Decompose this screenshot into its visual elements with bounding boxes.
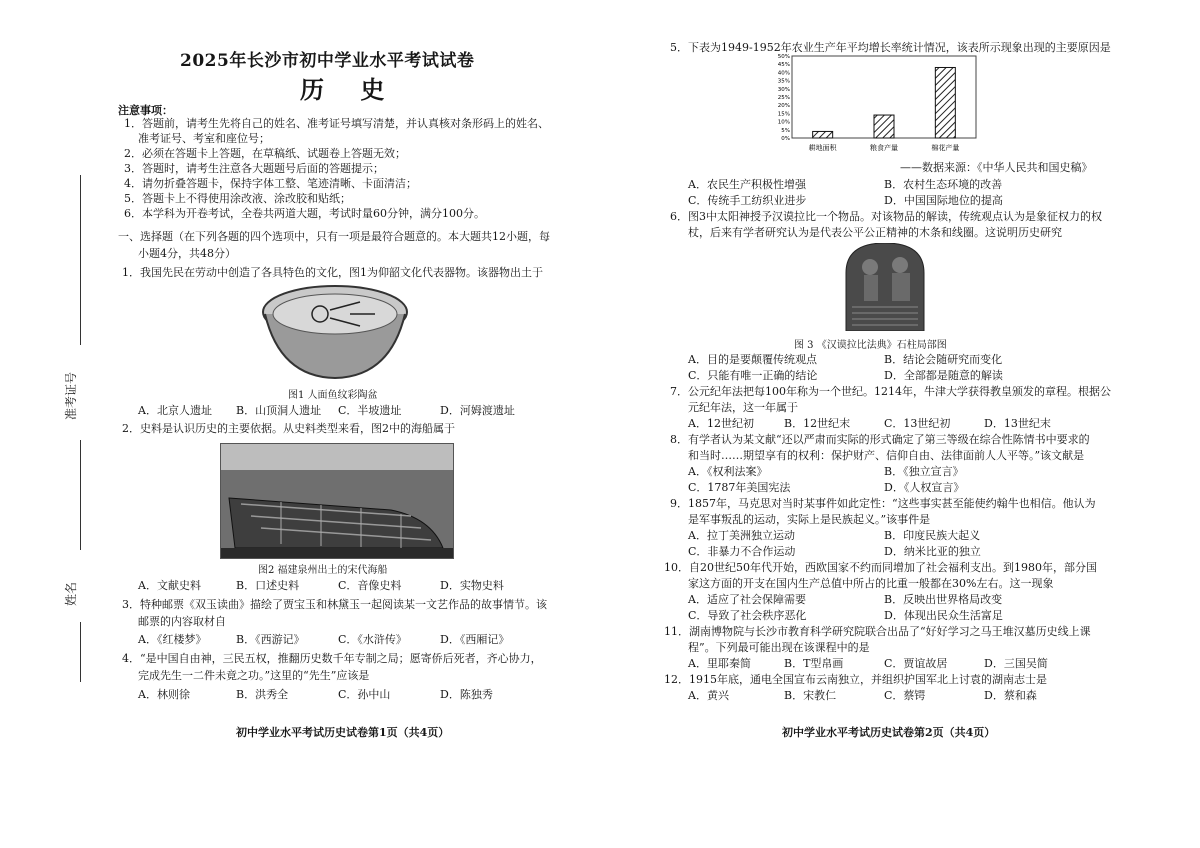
q6-stem-cont: 杖，后来有学者研究认为是代表公平公正精神的木条和线圈。这说明历史研究 (688, 226, 1062, 239)
q9-option-c: C．非暴力不合作运动 (688, 545, 796, 558)
q2-option-c: C．音像史料 (338, 579, 402, 592)
q6-option-c: C．只能有唯一正确的结论 (688, 369, 818, 382)
q10-stem: 10．自20世纪50年代开始，西欧国家不约而同增加了社会福利支出。到1980年，部分国 (664, 561, 1097, 574)
name-label: 姓名 (64, 581, 78, 606)
notes-item: 3．答题时，请考生注意各大题题号后面的答题提示； (124, 162, 384, 175)
y-tick-label: 15% (777, 111, 790, 118)
y-tick-label: 50% (777, 54, 790, 60)
q7-option-a: A．12世纪初 (688, 417, 754, 430)
q11-option-c: C．贾谊故居 (884, 657, 948, 670)
q10-option-c: C．导致了社会秩序恶化 (688, 609, 807, 622)
q9-stem-cont: 是军事叛乱的运动，实际上是民族起义。”该事件是 (688, 513, 931, 526)
q5-stem: 5．下表为1949-1952年农业生产年平均增长率统计情况，该表所示现象出现的主要原因是 (670, 41, 1111, 54)
y-tick-label: 10% (777, 119, 790, 126)
q12-option-d: D．蔡和森 (984, 689, 1037, 702)
q12-option-b: B．宋教仁 (784, 689, 837, 702)
q9-option-d: D．纳米比亚的独立 (884, 545, 981, 558)
q3-option-b: B．《西游记》 (236, 633, 305, 646)
q10-option-b: B．反映出世界格局改变 (884, 593, 1003, 606)
q8-stem: 8．有学者认为某文献“还以严肃而实际的形式确定了第三等级在综合性陈情书中要求的 (670, 433, 1090, 446)
exam-no-label: 准考证号 (64, 371, 78, 420)
q6-option-d: D．全部都是随意的解读 (884, 369, 1003, 382)
q8-option-d: D．《人权宣言》 (884, 481, 965, 494)
bar-1 (813, 131, 833, 138)
q4-option-a: A．林则徐 (138, 688, 190, 701)
q4-option-d: D．陈独秀 (440, 688, 493, 701)
q8-option-c: C．1787年美国宪法 (688, 481, 791, 494)
q2-figure-song-ship (220, 443, 454, 559)
section-heading: 一、选择题（在下列各题的四个选项中，只有一项是最符合题意的。本大题共12小题，每 (118, 230, 550, 243)
bar-3 (935, 67, 955, 138)
q6-caption: 图 3 《汉谟拉比法典》石柱局部图 (794, 340, 947, 351)
q6-figure-hammurabi-stele (840, 243, 930, 331)
q11-option-d: D．三国吴简 (984, 657, 1048, 670)
category-label: 棉花产量 (931, 144, 960, 152)
y-tick-label: 45% (777, 62, 790, 69)
q8-option-b: B．《独立宣言》 (884, 465, 964, 478)
q11-option-a: A．里耶秦简 (688, 657, 751, 670)
q9-stem: 9．1857年，马克思对当时某事件如此定性：“这些事实甚至能使约翰牛也相信。他认为 (670, 497, 1096, 510)
q10-stem-cont: 家这方面的开支在国内生产总值中所占的比重一般都在30%左右。这一现象 (688, 577, 1054, 590)
q7-stem: 7．公元纪年法把每100年称为一个世纪。1214年，牛津大学获得教皇颁发的章程。根据公 (670, 385, 1111, 398)
notes-heading: 注意事项： (118, 104, 173, 117)
q2-caption: 图2 福建泉州出土的宋代海船 (258, 565, 388, 576)
y-tick-label: 35% (777, 78, 790, 85)
q11-option-b: B．T型帛画 (784, 657, 844, 670)
bar-2 (874, 115, 894, 138)
q3-option-c: C．《水浒传》 (338, 633, 407, 646)
y-tick-label: 30% (777, 86, 790, 93)
q12-stem: 12．1915年底，通电全国宣布云南独立，并组织护国军北上讨袁的湖南志士是 (664, 673, 1047, 686)
q1-stem: 1．我国先民在劳动中创造了各具特色的文化，图1为仰韶文化代表器物。该器物出土于 (122, 266, 543, 279)
margin-line-top (80, 175, 81, 345)
q1-caption: 图1 人面鱼纹彩陶盆 (288, 390, 378, 401)
q12-option-a: A．黄兴 (688, 689, 729, 702)
y-tick-label: 25% (777, 95, 790, 101)
q8-stem-cont: 和当时……期望享有的权利：保护财产、信仰自由、法律面前人人平等。”该文献是 (688, 449, 1085, 462)
notes-item: 准考证号、考室和座位号； (138, 132, 270, 145)
q2-stem: 2．史料是认识历史的主要依据。从史料类型来看，图2中的海船属于 (122, 422, 455, 435)
q5-option-b: B．农村生态环境的改善 (884, 178, 1003, 191)
notes-item: 4．请勿折叠答题卡，保持字体工整、笔迹清晰、卡面清洁； (124, 177, 417, 190)
q10-option-d: D．体现出民众生活富足 (884, 609, 1003, 622)
q7-stem-cont: 元纪年法，这一年属于 (688, 401, 798, 414)
q6-option-b: B．结论会随研究而变化 (884, 353, 1003, 366)
notes-item: 5．答题卡上不得使用涂改液、涂改胶和贴纸； (124, 192, 351, 205)
footer-page-2: 初中学业水平考试历史试卷第2页（共4页） (782, 726, 996, 739)
margin-line-middle (80, 440, 81, 550)
category-label: 粮食产量 (870, 144, 898, 152)
q1-option-c: C．半坡遗址 (338, 404, 402, 417)
q2-option-a: A．文献史料 (138, 579, 201, 592)
notes-item: 1．答题前，请考生先将自己的姓名、准考证号填写清楚，并认真核对条形码上的姓名、 (124, 117, 549, 130)
q5-option-c: C．传统手工纺织业进步 (688, 194, 807, 207)
q3-option-a: A．《红楼梦》 (138, 633, 207, 646)
y-tick-label: 5% (781, 127, 790, 134)
exam-title: 2025年长沙市初中学业水平考试试卷 (180, 51, 475, 71)
notes-item: 2．必须在答题卡上答题，在草稿纸、试题卷上答题无效； (124, 147, 406, 160)
q1-option-a: A．北京人遗址 (138, 404, 212, 417)
q9-option-b: B．印度民族大起义 (884, 529, 981, 542)
q4-stem: 4．“是中国自由神，三民五权，推翻历史数千年专制之局；愿寄侨后死者，齐心协力， (122, 652, 542, 665)
q5-option-d: D．中国国际地位的提高 (884, 194, 1003, 207)
q5-option-a: A．农民生产积极性增强 (688, 178, 806, 191)
q2-option-d: D．实物史料 (440, 579, 504, 592)
q7-option-d: D．13世纪末 (984, 417, 1051, 430)
q2-option-b: B．口述史料 (236, 579, 300, 592)
q5-source: ——数据来源：《中华人民共和国史稿》 (900, 161, 1093, 174)
q3-stem: 3．特种邮票《双玉读曲》描绘了贾宝玉和林黛玉一起阅读某一文艺作品的故事情节。该 (122, 598, 547, 611)
q9-option-a: A．拉丁美洲独立运动 (688, 529, 795, 542)
q11-stem: 11．湖南博物院与长沙市教育科学研究院联合出品了“好好学习之马王堆汉墓历史线上课 (664, 625, 1091, 638)
q3-stem-cont: 邮票的内容取材自 (138, 615, 226, 628)
q6-option-a: A．目的是要颠覆传统观点 (688, 353, 817, 366)
q6-stem: 6．图3中太阳神授予汉谟拉比一个物品。对该物品的解读，传统观点认为是象征权力的权 (670, 210, 1102, 223)
q3-option-d: D．《西厢记》 (440, 633, 510, 646)
notes-item: 6．本学科为开卷考试，全卷共两道大题，考试时量60分钟，满分100分。 (124, 207, 485, 220)
y-tick-label: 20% (777, 103, 790, 110)
category-label: 耕地面积 (808, 144, 837, 152)
q7-option-c: C．13世纪初 (884, 417, 951, 430)
q7-option-b: B．12世纪末 (784, 417, 851, 430)
q10-option-a: A．适应了社会保障需要 (688, 593, 806, 606)
footer-page-1: 初中学业水平考试历史试卷第1页（共4页） (236, 726, 450, 739)
q11-stem-cont: 程”。下列最可能出现在该课程中的是 (688, 641, 870, 654)
q4-stem-cont: 完成先生一二件未竟之功。”这里的“先生”应该是 (138, 669, 370, 682)
margin-line-bottom (80, 622, 81, 682)
q1-figure-painted-basin (260, 282, 410, 382)
q12-option-c: C．蔡锷 (884, 689, 926, 702)
q5-bar-chart (768, 54, 978, 158)
subject-title: 历 史 (300, 75, 399, 104)
q1-option-b: B．山顶洞人遗址 (236, 404, 322, 417)
y-tick-label: 0% (781, 136, 790, 142)
y-tick-label: 40% (777, 70, 790, 77)
q8-option-a: A．《权利法案》 (688, 465, 768, 478)
q4-option-b: B．洪秀全 (236, 688, 289, 701)
q4-option-c: C．孙中山 (338, 688, 391, 701)
q1-option-d: D．河姆渡遗址 (440, 404, 515, 417)
section-heading-cont: 小题4分，共48分） (138, 247, 236, 260)
